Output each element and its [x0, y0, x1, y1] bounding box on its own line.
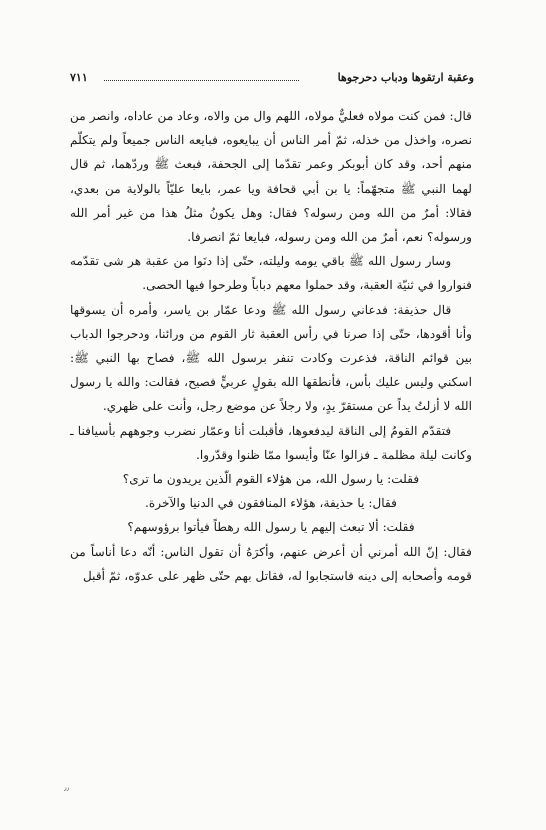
paragraph-hudhayfa: قال حذيفة: فدعاني رسول الله ﷺ ودعا عمّار بن ياسر، وأمره أن يسوقها وأنا أقودها، حتّى إذا صرنا في رأس العقبة ثار القوم من ورائنا، ودحرجوا الدباب بين قوائم الناقة، فذعرت وكادت تنفر برسول الله ﷺ، فصاح بها النبي ﷺ: اسكني وليس عليك بأس، فأنطقها الله بقولٍ عربيٍّ فصيح، فقالت: والله يا رسول الله لا أزلتُ يداً عن مستقرّ يدٍ، ولا رجلاً عن موضع رجل، وأنت على ظهري.	[70, 302, 472, 414]
paragraph-defense: فتقدّم القومُ إلى الناقة ليدفعوها، فأقبلت أنا وعمّار نضرب وجوههم بأسيافنا ـ وكانت ليلة مظلمة ـ فزالوا عنّا وأيسوا ممّا ظنوا وقدّروا.	[70, 423, 472, 462]
paragraph-answer-2: فقال: إنّ الله أمرني أن أعرض عنهم، وأكرَهُ أن تقول الناس: أنّه دعا أناساً من قومه وأصحابه إلى دينه فاستجابوا له، فقاتل بهم حتّى ظهر على عدوّه، ثمّ أقبل	[70, 544, 472, 583]
margin-mark: ٫٫	[64, 783, 70, 792]
page-number: ٧١١	[70, 71, 88, 84]
paragraph-question-1: فقلت: يا رسول الله، من هؤلاء القوم الّذين يريدون ما ترى؟	[122, 472, 420, 487]
paragraph-sermon: قال: فمن كنت مولاه فعليٌّ مولاه، اللهم وال من والاه، وعاد من عاداه، وانصر من نصره، واخذل من خذله، ثمّ أمر الناس أن يبايعوه، فبايعه الناس جميعاً ولم يتكلّم منهم أحد، وقد كان أبوبكر وعمر تقدّما إلى الجحفة، فبعث ﷺ وردّهما، ثم قال لهما النبي ﷺ متجهّماً: يا بن أبي قحافة ويا عمر، بايعا عليّاً بالولاية من بعدي، فقالا: أمرٌ من الله ومن رسوله؟ فقال: وهل يكونُ مثلُ هذا من غير أمر الله ورسوله؟ نعم، أمرٌ من الله ومن رسوله، فبايعا ثمّ انصرفا.	[70, 109, 472, 245]
body-text	[70, 104, 472, 588]
paragraph-answer-1: فقال: يا حذيفة، هؤلاء المنافقون في الدنيا والآخرة.	[144, 496, 398, 511]
paragraph-question-2: فقلت: ألا تبعث إليهم يا رسول الله رهطاً فيأتوا برؤوسهم؟	[127, 520, 415, 535]
header-dot-leader	[104, 80, 299, 81]
header-title: وعقبة ارتقوها ودباب دحرجوها	[337, 71, 474, 84]
paragraph-journey: وسار رسول الله ﷺ باقي يومه وليلته، حتّى إذا دنَوا من عقبة هر شى تقدّمه فنواروا في ثنيّة العقبة، وقد حملوا معهم دباباً وطرحوا فيها الحصى.	[70, 254, 472, 293]
running-header	[70, 70, 474, 86]
